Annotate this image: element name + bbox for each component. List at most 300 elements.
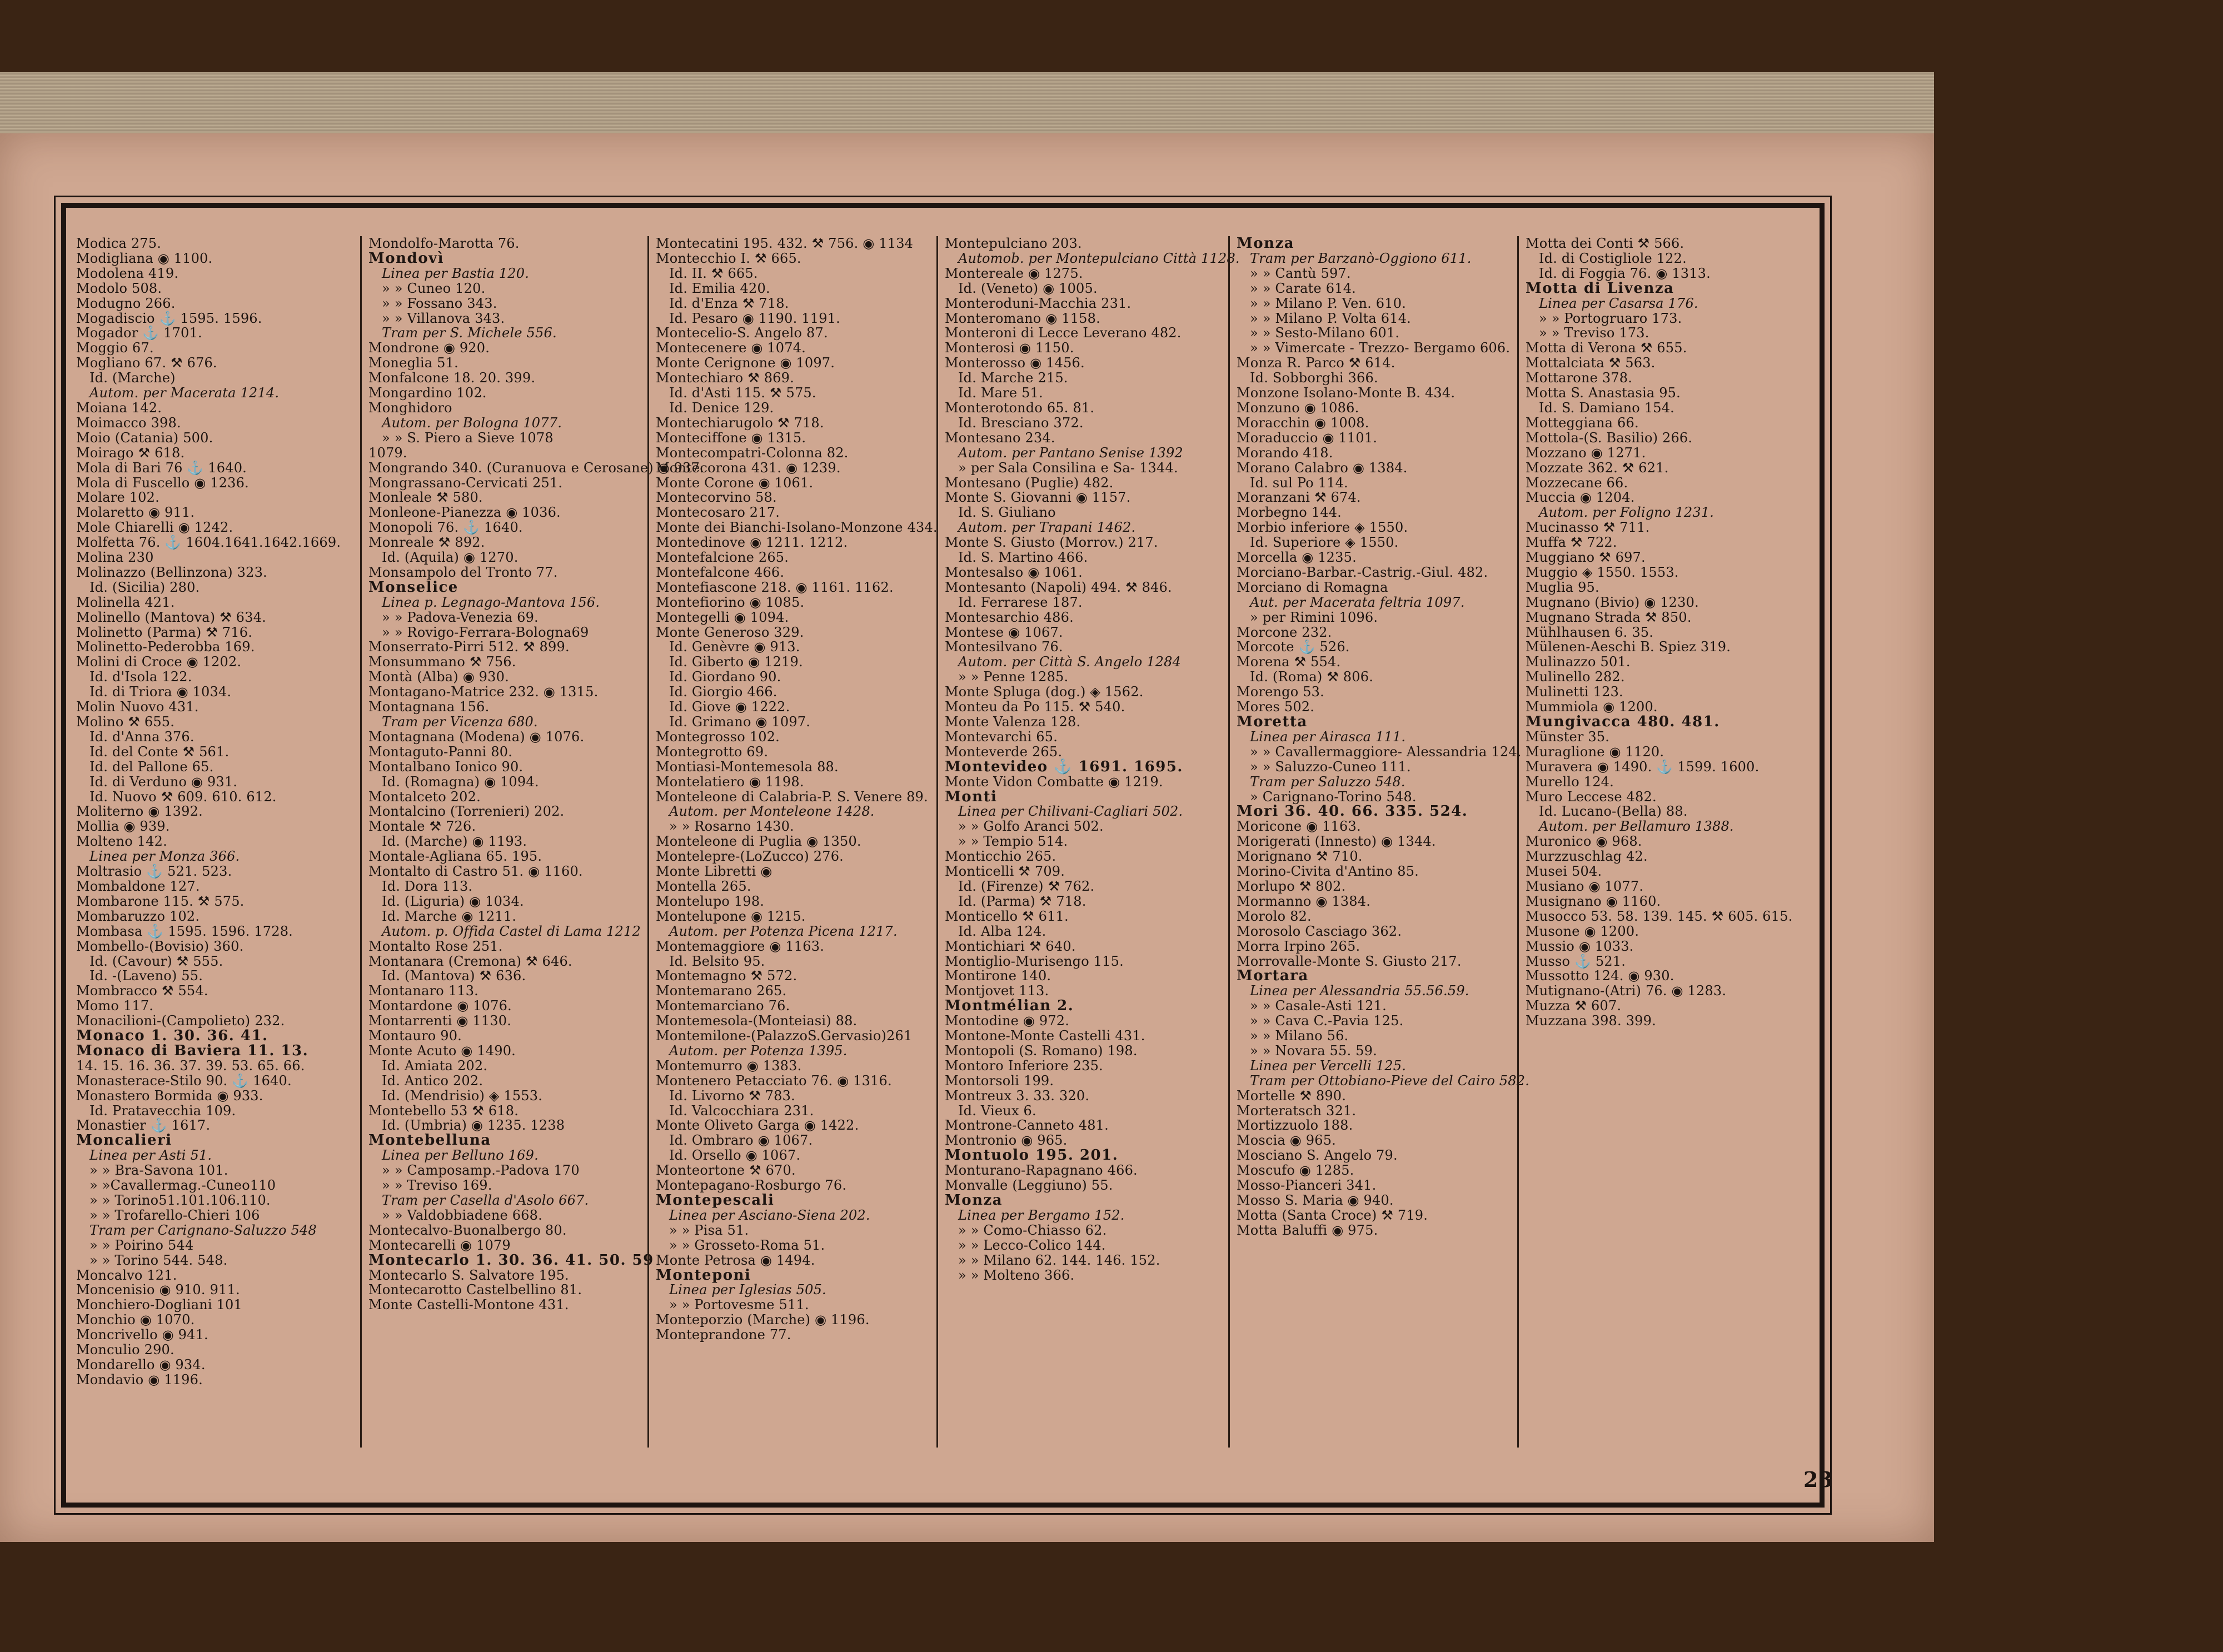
index-entry: Muccia ◉ 1204. [1526,490,1635,506]
index-entry: » » Valdobbiadene 668. [382,1207,542,1223]
index-entry: Id. Genèvre ◉ 913. [669,639,800,655]
index-entry: » » Saluzzo-Cuneo 111. [1250,758,1411,775]
index-entry: Morciano di Romagna [1237,579,1388,595]
index-entry: Montecarelli ◉ 1079 [368,1237,511,1253]
index-entry: Autom. per Città S. Angelo 1284 [958,654,1182,670]
index-entry: » » Vimercate - Trezzo- Bergamo 606. [1250,340,1511,356]
index-entry: Monticchio 265. [945,849,1056,865]
index-entry: Moimacco 398. [76,415,181,431]
index-entry: Monaco di Baviera 11. 13. [76,1042,309,1059]
index-entry: Id. Dora 113. [382,878,473,894]
index-entry: Montreux 3. 33. 320. [945,1087,1090,1104]
index-entry: Mongrando 340. (Curanuova e Cerosane) ◉ 937. [368,460,704,476]
index-entry: Montechiaro ⚒ 869. [656,370,794,386]
index-entry: Autom. per Potenza 1395. [669,1042,848,1059]
index-entry: Id. Giberto ◉ 1219. [669,654,803,670]
index-entry: Montagano-Matrice 232. ◉ 1315. [368,684,599,700]
index-entry: Monreale ⚒ 892. [368,535,485,551]
index-entry: Mühlhausen 6. 35. [1526,624,1654,640]
index-entry: Monacilioni-(Campolieto) 232. [76,1013,285,1029]
index-entry: Murzzuschlag 42. [1526,849,1648,865]
index-entry: Molinello (Mantova) ⚒ 634. [76,609,266,625]
index-entry: Id. Pesaro ◉ 1190. 1191. [669,310,840,326]
index-entry: Montesarchio 486. [945,609,1074,625]
index-entry: Montuolo 195. 201. [945,1147,1119,1164]
index-entry: Montesano (Puglie) 482. [945,475,1114,491]
index-entry: Morignano ⚒ 710. [1237,849,1363,865]
index-entry: Id. Pratavecchia 109. [89,1102,236,1119]
index-entry: Monza [1237,235,1295,252]
index-entry: Id. Emilia 420. [669,280,770,296]
index-entry: Moio (Catania) 500. [76,430,213,446]
index-entry: Motta Baluffi ◉ 975. [1237,1222,1378,1238]
index-entry: » » Treviso 173. [1539,325,1649,341]
index-entry: Monte Valenza 128. [945,714,1081,730]
index-entry: Muravera ◉ 1490. ⚓ 1599. 1600. [1526,758,1760,775]
index-entry: Mondovì [368,249,445,267]
index-entry: Id. d'Isola 122. [89,669,192,685]
index-entry: Id. S. Giuliano [958,505,1056,521]
index-entry: Monteroni di Lecce Leverano 482. [945,325,1182,341]
index-entry: Moltrasio ⚓ 521. 523. [76,864,232,880]
index-entry: Murello 124. [1526,773,1614,790]
index-entry: Id. Belsito 95. [669,953,765,969]
index-entry: Mottola-(S. Basilio) 266. [1526,430,1693,446]
index-entry: Monchio ◉ 1070. [76,1312,195,1328]
index-entry: Moirago ⚒ 618. [76,445,185,461]
index-entry: Monteleone di Puglia ◉ 1350. [656,834,861,850]
index-entry: » » Milano P. Ven. 610. [1250,295,1407,311]
index-entry: Monte Spluga (dog.) ◈ 1562. [945,684,1144,700]
index-entry: Id. Marche 215. [958,370,1068,386]
index-entry: » per Sala Consilina e Sa- 1344. [958,460,1178,476]
index-entry: Moscia ◉ 965. [1237,1132,1337,1149]
index-entry: Mosso-Pianceri 341. [1237,1177,1377,1194]
index-entry: » » Treviso 169. [382,1177,492,1194]
index-entry: Monastero Bormida ◉ 933. [76,1087,263,1104]
index-entry: Monchiero-Dogliani 101 [76,1297,242,1313]
index-entry: Montone-Monte Castelli 431. [945,1028,1145,1044]
index-entry: Muglia 95. [1526,579,1599,595]
index-entry: Morbegno 144. [1237,505,1342,521]
index-entry: Monticelli ⚒ 709. [945,864,1065,880]
index-entry: Montardone ◉ 1076. [368,998,512,1014]
index-entry: » » Poirino 544 [89,1237,194,1253]
index-column-6 [1517,236,1800,1448]
index-entry: Montelupone ◉ 1215. [656,908,806,924]
index-entry: » » Fossano 343. [382,295,497,311]
index-entry: Mongrassano-Cervicati 251. [368,475,563,491]
index-entry: Tram per Ottobiano-Pieve del Cairo 582. [1250,1072,1530,1089]
index-entry: Moiana 142. [76,400,162,416]
index-entry: Mola di Fuscello ◉ 1236. [76,475,249,491]
index-entry: Montanaro 113. [368,983,479,999]
index-entry: Autom. per Trapani 1462. [958,520,1136,536]
page-number: 23 [1803,1467,1833,1492]
index-entry: Id. del Conte ⚒ 561. [89,743,230,760]
index-entry: Montecorvino 58. [656,490,777,506]
index-entry: » per Rimini 1096. [1250,609,1378,625]
index-entry: Monaco 1. 30. 36. 41. [76,1027,268,1045]
index-entry: Monleone-Pianezza ◉ 1036. [368,505,561,521]
index-entry: Mondolfo-Marotta 76. [368,236,520,251]
index-entry: Id. (Liguria) ◉ 1034. [382,893,524,909]
index-entry: Mutignano-(Atri) 76. ◉ 1283. [1526,983,1727,999]
index-entry: Id. (Aquila) ◉ 1270. [382,550,519,566]
index-entry: Monteroduni-Macchia 231. [945,295,1132,311]
index-entry: Mola di Bari 76 ⚓ 1640. [76,460,247,476]
index-entry: Montemilone-(PalazzoS.Gervasio)261 [656,1028,913,1044]
index-entry: Mottarone 378. [1526,370,1633,386]
index-entry: Mussotto 124. ◉ 930. [1526,968,1674,984]
index-entry: 1079. [368,445,407,461]
index-entry: Montebelluna [368,1132,491,1149]
index-entry: Montereale ◉ 1275. [945,265,1083,281]
index-entry: » » Rosarno 1430. [669,818,794,835]
index-entry: » » Torino51.101.106.110. [89,1192,271,1208]
index-entry: Mulinazzo 501. [1526,654,1631,670]
index-entry: Moncalvo 121. [76,1267,177,1283]
index-entry: Linea per Airasca 111. [1250,728,1406,745]
index-entry: Moretta [1237,713,1308,730]
index-entry: Montoro Inferiore 235. [945,1057,1103,1074]
index-entry: Monteporzio (Marche) ◉ 1196. [656,1312,870,1328]
index-entry: Montefiorino ◉ 1085. [656,594,805,610]
index-entry: Montalcino (Torrenieri) 202. [368,803,565,820]
index-entry: Mogadiscio ⚓ 1595. 1596. [76,310,262,326]
index-entry: Montemesola-(Monteiasi) 88. [656,1013,858,1029]
index-entry: Muggiano ⚒ 697. [1526,550,1646,566]
index-column-3 [647,236,938,1448]
index-entry: Morteratsch 321. [1237,1102,1357,1119]
index-entry: Morlupo ⚒ 802. [1237,878,1346,894]
index-entry: » » Trofarello-Chieri 106 [89,1207,260,1223]
index-entry: Linea p. Legnago-Mantova 156. [382,594,600,610]
index-entry: Montecatini 195. 432. ⚒ 756. ◉ 1134 [656,236,914,251]
index-entry: Mogliano 67. ⚒ 676. [76,355,217,371]
index-entry: Moliterno ◉ 1392. [76,803,203,820]
index-entry: Motta di Livenza [1526,280,1674,297]
index-entry: Mombracco ⚒ 554. [76,983,208,999]
index-entry: Montodine ◉ 972. [945,1013,1070,1029]
index-entry: » » Grosseto-Roma 51. [669,1237,825,1253]
index-entry: » » Padova-Venezia 69. [382,609,539,625]
index-entry: Id. S. Martino 466. [958,550,1088,566]
index-entry: Montemaggiore ◉ 1163. [656,938,825,954]
index-entry: Monterosso ◉ 1456. [945,355,1085,371]
index-entry: Modica 275. [76,236,162,251]
index-entry: Monleale ⚒ 580. [368,490,483,506]
index-entry: Morcone 232. [1237,624,1332,640]
index-entry: Monzone Isolano-Monte B. 434. [1237,385,1456,401]
index-entry: Morengo 53. [1237,684,1324,700]
index-entry: Monte Oliveto Garga ◉ 1422. [656,1117,859,1134]
index-entry: Molino ⚒ 655. [76,714,175,730]
index-entry: Monzuno ◉ 1086. [1237,400,1359,416]
index-entry: Morcote ⚓ 526. [1237,639,1350,655]
index-entry: Montagnana 156. [368,699,490,715]
index-entry: » » Carate 614. [1250,280,1356,296]
index-entry: Montirone 140. [945,968,1051,984]
index-entry: Moneglia 51. [368,355,458,371]
index-entry: Mucinasso ⚒ 711. [1526,520,1650,536]
index-entry: Monteciffone ◉ 1315. [656,430,806,446]
index-entry: Montjovet 113. [945,983,1049,999]
index-entry: Montronio ◉ 965. [945,1132,1068,1149]
index-entry: Monte Corone ◉ 1061. [656,475,814,491]
index-entry: Montepulciano 203. [945,236,1082,251]
index-entry: Montiglio-Murisengo 115. [945,953,1124,969]
index-entry: Id. (Umbria) ◉ 1235. 1238 [382,1117,565,1134]
index-entry: Monte S. Giovanni ◉ 1157. [945,490,1131,506]
index-entry: Monturano-Rapagnano 466. [945,1162,1138,1179]
index-entry: Monteprandone 77. [656,1327,791,1343]
index-entry: Mortizzuolo 188. [1237,1117,1353,1134]
index-entry: Monteleone di Calabria-P. S. Venere 89. [656,788,928,805]
index-entry: » » Villanova 343. [382,310,505,326]
index-entry: » » Lecco-Colico 144. [958,1237,1106,1253]
index-entry: » » Portovesme 511. [669,1297,809,1313]
index-entry: Monsampolo del Tronto 77. [368,564,558,580]
index-entry: Moscufo ◉ 1285. [1237,1162,1354,1179]
index-entry: Monteu da Po 115. ⚒ 540. [945,699,1125,715]
index-entry: Montalto Rose 251. [368,938,503,954]
index-entry: Id. Orsello ◉ 1067. [669,1147,801,1164]
index-entry: Moraduccio ◉ 1101. [1237,430,1378,446]
index-entry: Id. Lucano-(Bella) 88. [1539,803,1688,820]
index-entry: Id. sul Po 114. [1250,475,1348,491]
index-entry: Montecchio I. ⚒ 665. [656,250,801,266]
index-entry: Id. Bresciano 372. [958,415,1084,431]
index-entry: Mosciano S. Angelo 79. [1237,1147,1398,1164]
index-column-4 [936,236,1240,1448]
index-entry: Mussio ◉ 1033. [1526,938,1634,954]
index-entry: Id. Denice 129. [669,400,774,416]
index-entry: Mortelle ⚒ 890. [1237,1087,1347,1104]
index-entry: Mogador ⚓ 1701. [76,325,202,341]
index-entry: Muro Leccese 482. [1526,788,1657,805]
index-entry: Autom. per Bellamuro 1388. [1539,818,1734,835]
index-entry: Modugno 266. [76,295,176,311]
index-entry: Morena ⚒ 554. [1237,654,1341,670]
index-entry: Tram per Vicenza 680. [382,714,538,730]
index-entry: Tram per Casella d'Asolo 667. [382,1192,589,1208]
index-entry: Linea per Monza 366. [89,849,240,865]
index-entry: Moncenisio ◉ 910. 911. [76,1282,240,1298]
index-entry: Musignano ◉ 1160. [1526,893,1661,909]
index-entry: Mollia ◉ 939. [76,818,170,835]
index-entry: Montemarciano 76. [656,998,790,1014]
index-entry: » » Pisa 51. [669,1222,749,1238]
index-entry: Monte Libretti ◉ [656,864,772,880]
index-entry: Montechiarugolo ⚒ 718. [656,415,824,431]
index-entry: Molaretto ◉ 911. [76,505,195,521]
index-entry: » » Milano 56. [1250,1028,1349,1044]
index-entry: » » Bra-Savona 101. [89,1162,228,1179]
index-entry: Monselice [368,578,458,596]
index-entry: Autom. per Macerata 1214. [89,385,280,401]
index-entry: Autom. per Potenza Picena 1217. [669,923,898,939]
index-entry: Moncalieri [76,1132,172,1149]
index-entry: Mores 502. [1237,699,1315,715]
index-entry: Morciano-Barbar.-Castrig.-Giul. 482. [1237,564,1488,580]
index-entry: Montepagano-Rosburgo 76. [656,1177,847,1194]
index-entry: » » Milano P. Volta 614. [1250,310,1412,326]
index-entry: Id. Mare 51. [958,385,1043,401]
index-entry: Id. (Roma) ⚒ 806. [1250,669,1374,685]
index-entry: Muronico ◉ 968. [1526,834,1642,850]
index-entry: Id. (Cavour) ⚒ 555. [89,953,223,969]
index-entry: Mulinello 282. [1526,669,1625,685]
index-entry: Mulinetti 123. [1526,684,1623,700]
index-entry: Montesano 234. [945,430,1055,446]
index-entry: Montecosaro 217. [656,505,780,521]
index-entry: Montichiari ⚒ 640. [945,938,1076,954]
index-entry: Montagnana (Modena) ◉ 1076. [368,728,585,745]
index-entry: Id. Valcocchiara 231. [669,1102,814,1119]
index-entry: Moncrivello ◉ 941. [76,1327,208,1343]
index-entry: Mombasa ⚓ 1595. 1596. 1728. [76,923,293,939]
index-entry: Linea per Chilivani-Cagliari 502. [958,803,1183,820]
index-entry: Molinazzo (Bellinzona) 323. [76,564,267,580]
index-entry: Montaguto-Panni 80. [368,743,513,760]
index-entry: Montarrenti ◉ 1130. [368,1013,512,1029]
index-entry: Montrone-Canneto 481. [945,1117,1109,1134]
index-entry: Montecarlo S. Salvatore 195. [368,1267,569,1283]
index-entry: Molteno 142. [76,834,167,850]
index-entry: Monticello ⚒ 611. [945,908,1069,924]
index-entry: Montesalso ◉ 1061. [945,564,1083,580]
index-entry: Motta di Verona ⚒ 655. [1526,340,1687,356]
index-entry: Id. Grimano ◉ 1097. [669,714,811,730]
index-entry: » » Casale-Asti 121. [1250,998,1387,1014]
index-entry: Id. di Triora ◉ 1034. [89,684,232,700]
index-entry: Aut. per Macerata feltria 1097. [1250,594,1465,610]
index-entry: Monteverde 265. [945,743,1063,760]
index-entry: Mozzecane 66. [1526,475,1628,491]
index-entry: Muggio ◈ 1550. 1553. [1526,564,1679,580]
index-entry: Monculio 290. [76,1342,175,1358]
index-entry: » » Camposamp.-Padova 170 [382,1162,580,1179]
index-entry: Id. di Costigliole 122. [1539,250,1687,266]
index-entry: » » Milano 62. 144. 146. 152. [958,1252,1160,1268]
index-entry: Mombaldone 127. [76,878,200,894]
index-entry: » » Tempio 514. [958,834,1068,850]
index-entry: Mondrone ◉ 920. [368,340,490,356]
index-entry: Linea per Iglesias 505. [669,1282,826,1298]
index-entry: Linea per Bergamo 152. [958,1207,1125,1223]
index-entry: Moranzani ⚒ 674. [1237,490,1361,506]
index-entry: Tram per S. Michele 556. [382,325,557,341]
index-entry: Motta S. Anastasia 95. [1526,385,1681,401]
index-entry: Monte dei Bianchi-Isolano-Monzone 434. [656,520,938,536]
index-entry: 14. 15. 16. 36. 37. 39. 53. 65. 66. [76,1057,305,1074]
index-entry: Monserrato-Pirri 512. ⚒ 899. [368,639,570,655]
index-entry: Mozzano ◉ 1271. [1526,445,1646,461]
index-entry: Morando 418. [1237,445,1333,461]
index-entry: Id. Vieux 6. [958,1102,1036,1119]
index-entry: Montegrosso 102. [656,728,780,745]
index-entry: Montemagno ⚒ 572. [656,968,798,984]
index-entry: Id. Alba 124. [958,923,1046,939]
index-entry: Monte Cerignone ◉ 1097. [656,355,835,371]
index-entry: Id. Superiore ◈ 1550. [1250,535,1399,551]
index-entry: Mombello-(Bovisio) 360. [76,938,244,954]
index-entry: Montanara (Cremona) ⚒ 646. [368,953,572,969]
index-entry: Monti [945,788,998,805]
index-entry: Id. (Sicilia) 280. [89,579,200,595]
index-entry: Musei 504. [1526,864,1602,880]
index-entry: Monteponi [656,1266,751,1284]
index-entry: Motta (Santa Croce) ⚒ 719. [1237,1207,1428,1223]
index-entry: Montorsoli 199. [945,1072,1054,1089]
index-entry: Montesilvano 76. [945,639,1063,655]
index-entry: Musiano ◉ 1077. [1526,878,1644,894]
index-entry: Moggio 67. [76,340,154,356]
index-entry: Montecelio-S. Angelo 87. [656,325,828,341]
index-entry: » » Cuneo 120. [382,280,486,296]
index-entry: Molini di Croce ◉ 1202. [76,654,242,670]
index-entry: Morigerati (Innesto) ◉ 1344. [1237,834,1436,850]
index-entry: Montesanto (Napoli) 494. ⚒ 846. [945,579,1172,595]
index-entry: Mummiola ◉ 1200. [1526,699,1658,715]
index-entry: Mondarello ◉ 934. [76,1356,206,1372]
index-entry: Montecenere ◉ 1074. [656,340,806,356]
index-entry: Monteortone ⚒ 670. [656,1162,796,1179]
index-entry: » » Cava C.-Pavia 125. [1250,1013,1404,1029]
index-entry: Modigliana ◉ 1100. [76,250,213,266]
index-entry: Momo 117. [76,998,154,1014]
index-entry: Id. (Romagna) ◉ 1094. [382,773,539,790]
index-entry: Montefiascone 218. ◉ 1161. 1162. [656,579,894,595]
index-entry: Id. (Firenze) ⚒ 762. [958,878,1095,894]
index-entry: Morolo 82. [1237,908,1312,924]
index-entry: Mombarone 115. ⚒ 575. [76,893,245,909]
index-entry: » » Rovigo-Ferrara-Bologna69 [382,624,589,640]
index-entry: Morcella ◉ 1235. [1237,550,1357,566]
index-entry: Id. Ferrarese 187. [958,594,1083,610]
index-entry: Montevideo ⚓ 1691. 1695. [945,758,1183,775]
index-entry: Molfetta 76. ⚓ 1604.1641.1642.1669. [76,535,341,551]
index-entry: Id. di Verduno ◉ 931. [89,773,238,790]
index-entry: Monte Castelli-Montone 431. [368,1297,569,1313]
index-entry: Monte S. Giusto (Morrov.) 217. [945,535,1158,551]
index-entry: Id. (Marche) ◉ 1193. [382,834,527,850]
index-entry: Molin Nuovo 431. [76,699,199,715]
index-entry: Linea per Asciano-Siena 202. [669,1207,870,1223]
index-entry: Id. Giove ◉ 1222. [669,699,790,715]
index-entry: Montella 265. [656,878,751,894]
index-entry: Monte Petrosa ◉ 1494. [656,1252,815,1268]
index-entry: Montemarano 265. [656,983,787,999]
index-entry: Montecarlo 1. 30. 36. 41. 50. 59 [368,1251,654,1269]
index-entry: Montauro 90. [368,1028,462,1044]
index-entry: Montefalcione 265. [656,550,789,566]
index-entry: Monghidoro [368,400,452,416]
index-entry: Mongardino 102. [368,385,487,401]
index-entry: Monasterace-Stilo 90. ⚓ 1640. [76,1072,292,1089]
index-column-1 [69,236,350,1448]
index-column-5 [1228,235,1530,1448]
index-entry: Musso ⚓ 521. [1526,953,1626,969]
index-entry: Moracchin ◉ 1008. [1237,415,1369,431]
index-entry: Motteggiana 66. [1526,415,1639,431]
index-entry: » » S. Piero a Sieve 1078 [382,430,554,446]
index-entry: Mugnano Strada ⚒ 850. [1526,609,1692,625]
index-entry: Monopoli 76. ⚓ 1640. [368,520,523,536]
index-entry: Morra Irpino 265. [1237,938,1360,954]
index-entry: Modolena 419. [76,265,179,281]
